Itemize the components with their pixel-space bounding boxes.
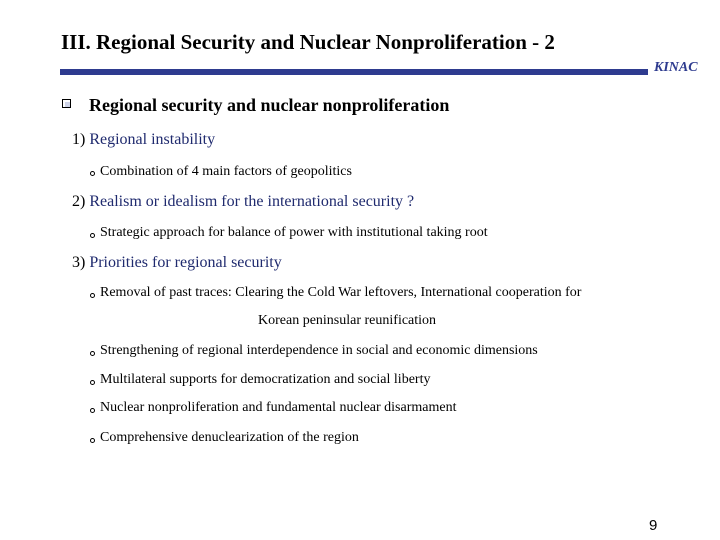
section-1-label: Regional instability — [89, 131, 216, 148]
section-3-label: Priorities for regional security — [89, 254, 282, 271]
circle-bullet-icon — [90, 351, 95, 356]
section-2-heading — [72, 193, 414, 211]
title-rule — [60, 69, 648, 75]
section-3-item-4: Nuclear nonproliferation and fundamental nuclear disarmament — [100, 400, 457, 415]
section-1-number: 1) — [72, 131, 86, 148]
section-3-item-5: Comprehensive denuclearization of the region — [100, 430, 359, 445]
section-3-item-3: Multilateral supports for democratization and social liberty — [100, 372, 431, 387]
slide-title: III. Regional Security and Nuclear Nonproliferation - 2 — [61, 30, 555, 54]
circle-bullet-icon — [90, 293, 95, 298]
page-number: 9 — [649, 517, 658, 534]
section-3-number: 3) — [72, 254, 86, 271]
section-3-item-2: Strengthening of regional interdependence in social and economic dimensions — [100, 343, 538, 358]
section-2-item-1: Strategic approach for balance of power with institutional taking root — [100, 225, 488, 240]
section-3-heading — [72, 254, 282, 272]
circle-bullet-icon — [90, 380, 95, 385]
section-3-item-1: Removal of past traces: Clearing the Cold War leftovers, International cooperation for — [100, 285, 582, 300]
circle-bullet-icon — [90, 171, 95, 176]
section-3-item-1-continued: Korean peninsular reunification — [258, 313, 437, 328]
main-heading: Regional security and nuclear nonproliferation — [89, 95, 450, 115]
circle-bullet-icon — [90, 408, 95, 413]
circle-bullet-icon — [90, 233, 95, 238]
section-2-label: Realism or idealism for the international security ? — [89, 193, 415, 210]
section-1-item-1: Combination of 4 main factors of geopolitics — [100, 164, 352, 179]
circle-bullet-icon — [90, 438, 95, 443]
section-1-heading — [72, 131, 215, 149]
section-2-number: 2) — [72, 193, 86, 210]
square-bullet-icon — [62, 99, 71, 108]
brand-logo-text: KINAC — [654, 60, 698, 75]
